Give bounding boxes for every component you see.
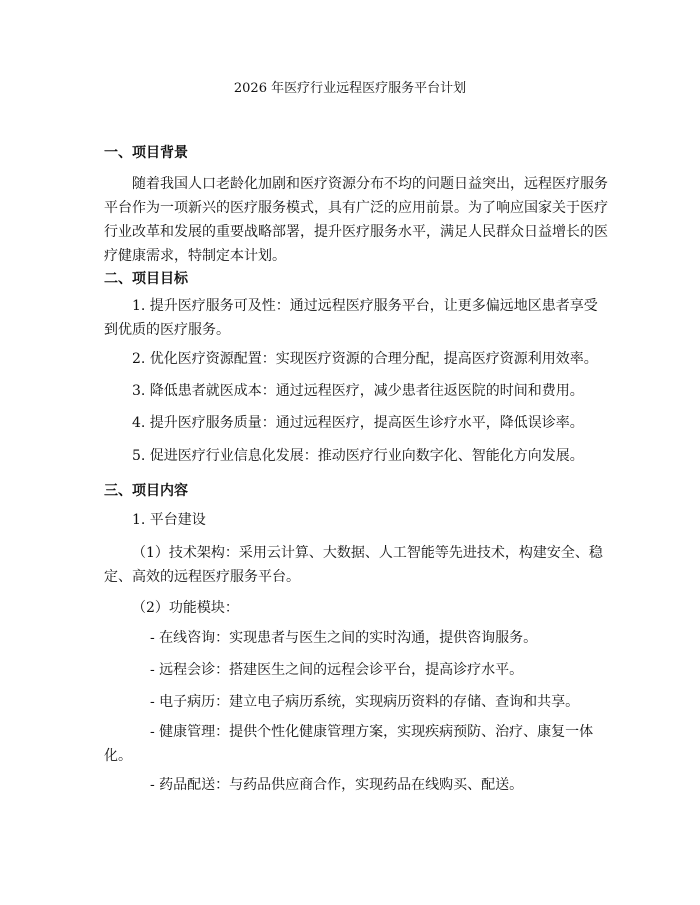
module-online-consult [150,626,537,650]
document-title: 2026 年医疗行业远程医疗服务平台计划 [233,81,467,96]
module-drug-delivery [150,773,523,797]
content-subheading-platform [132,508,206,532]
paragraph-line: 4. 提升医疗服务质量：通过远程医疗，提高医生诊疗水平，降低误诊率。 [132,415,584,431]
content-function-modules [132,596,239,620]
section-heading-goals: 二、项目目标 [104,271,188,287]
paragraph-line: （2）功能模块： [132,600,239,616]
paragraph-line: - 电子病历：建立电子病历系统，实现病历资料的存储、查询和共享。 [150,694,580,710]
paragraph-line: 2. 优化医疗资源配置：实现医疗资源的合理分配，提高医疗资源利用效率。 [132,351,598,367]
module-health-management [104,720,593,768]
paragraph-line: - 健康管理：提供个性化健康管理方案，实现疾病预防、治疗、康复一体 [150,724,594,740]
background-paragraph [104,172,608,268]
goal-item-3 [132,379,584,403]
paragraph-line: 随着我国人口老龄化加剧和医疗资源分布不均的问题日益突出，远程医疗服务 [132,176,608,192]
paragraph-line: 1. 平台建设 [132,512,206,528]
paragraph-line: - 药品配送：与药品供应商合作，实现药品在线购买、配送。 [150,777,524,793]
paragraph-line: （1）技术架构：采用云计算、大数据、人工智能等先进技术，构建安全、稳 [132,545,603,561]
module-electronic-records [150,690,579,714]
section-heading-content: 三、项目内容 [104,483,188,499]
paragraph-line: 平台作为一项新兴的医疗服务模式，具有广泛的应用前景。为了响应国家关于医疗 [104,200,608,216]
goal-item-2 [132,347,598,371]
goal-item-1 [104,294,598,342]
paragraph-line: - 远程会诊：搭建医生之间的远程会诊平台，提高诊疗水平。 [150,662,524,678]
paragraph-line: 到优质的医疗服务。 [104,322,230,338]
paragraph-line: 疗健康需求，特制定本计划。 [104,248,286,264]
section-heading-background: 一、项目背景 [104,145,188,161]
goal-item-4 [132,411,584,435]
paragraph-line: 化。 [104,748,132,764]
paragraph-line: 行业改革和发展的重要战略部署，提升医疗服务水平，满足人民群众日益增长的医 [104,224,608,240]
paragraph-line: 3. 降低患者就医成本：通过远程医疗，减少患者往返医院的时间和费用。 [132,383,584,399]
paragraph-line: 定、高效的远程医疗服务平台。 [104,569,300,585]
module-remote-consultation [150,658,523,682]
content-tech-architecture [104,541,603,589]
paragraph-line: 1. 提升医疗服务可及性：通过远程医疗服务平台，让更多偏远地区患者享受 [132,298,598,314]
goal-item-5 [132,444,584,468]
paragraph-line: - 在线咨询：实现患者与医生之间的实时沟通，提供咨询服务。 [150,630,538,646]
paragraph-line: 5. 促进医疗行业信息化发展：推动医疗行业向数字化、智能化方向发展。 [132,448,584,464]
